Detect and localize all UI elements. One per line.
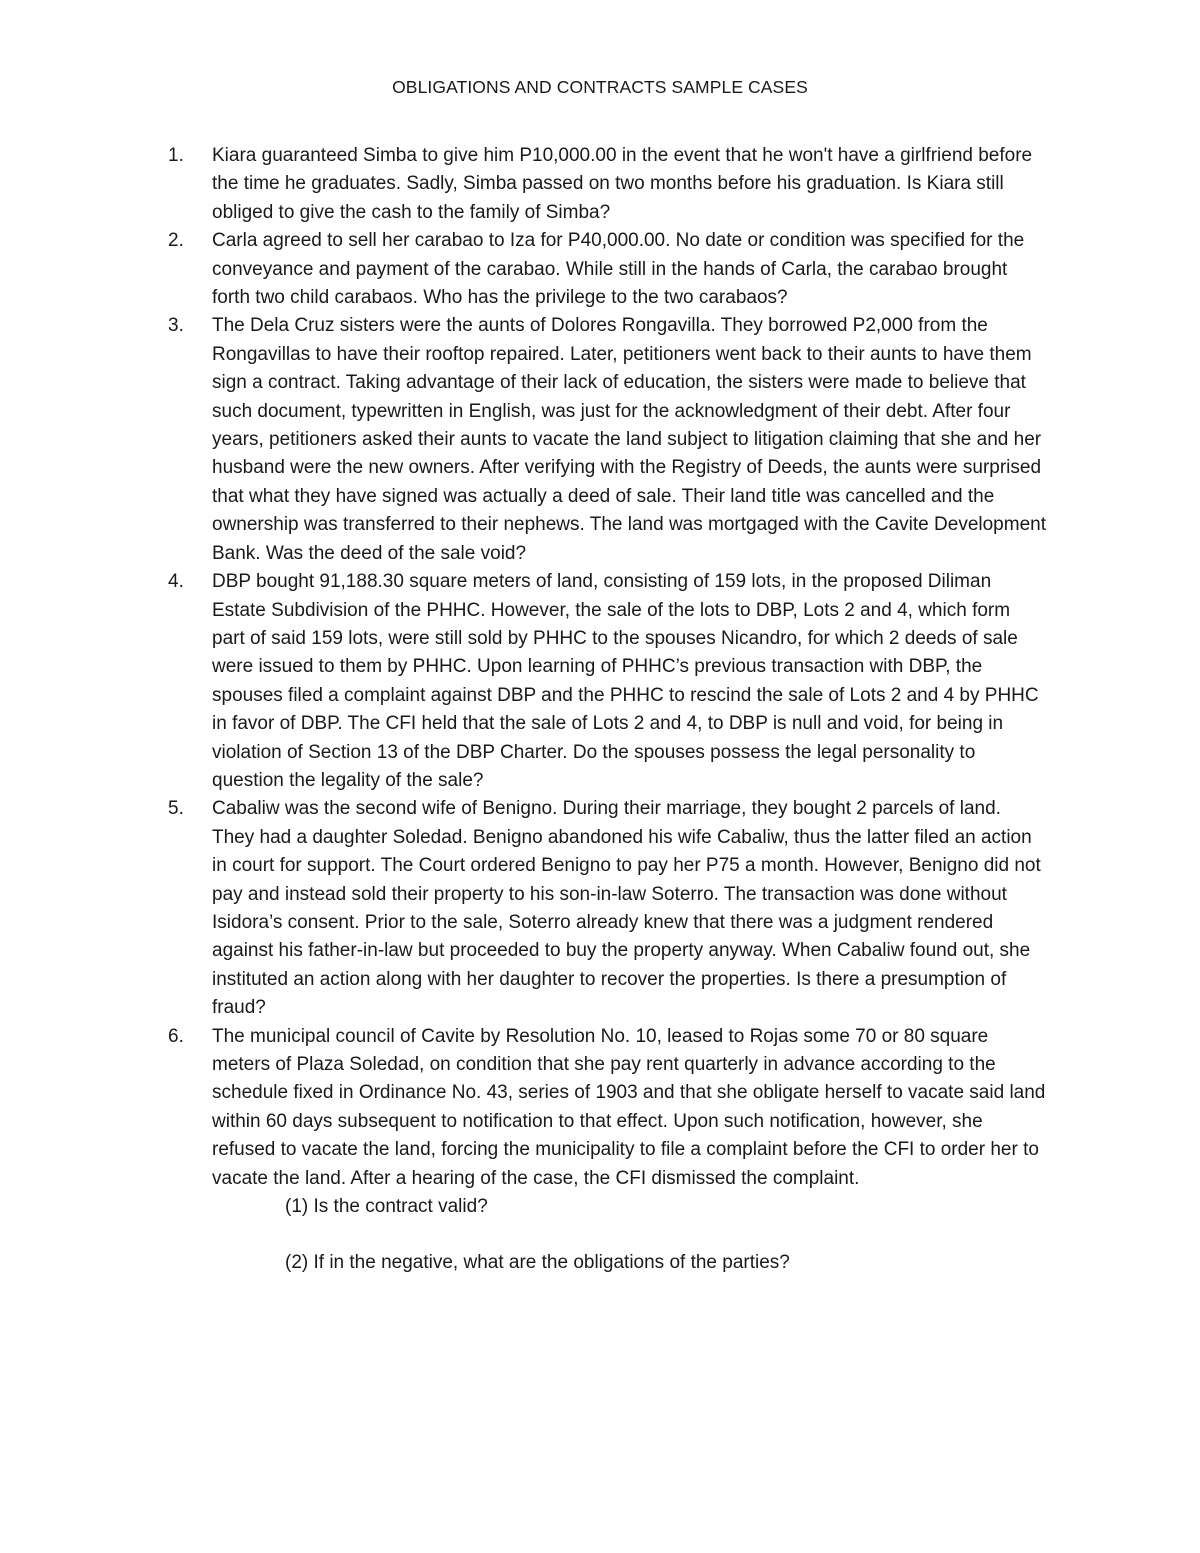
case-item-1 <box>168 142 1048 227</box>
case-questions <box>212 1193 1048 1278</box>
case-text: The Dela Cruz sisters were the aunts of Dolores Rongavilla. They borrowed P2,000 from the Rongavillas to have their rooftop repaired. Later, petitioners went back to their aunts to have them sign a contract. Taking advantage of their lack of education, the sisters were made to believe that such document, typewritten in English, was just for the acknowledgment of their debt. After four years, petitioners asked their aunts to vacate the land subject to litigation claiming that she and her husband were the new owners. After verifying with the Registry of Deeds, the aunts were surprised that what they have signed was actually a deed of sale. Their land title was cancelled and the ownership was transferred to their nephews. The land was mortgaged with the Cavite Development Bank. Was the deed of the sale void? <box>212 315 1046 564</box>
case-item-6 <box>168 1023 1048 1278</box>
case-item-3 <box>168 312 1048 568</box>
case-list <box>168 142 1048 1278</box>
case-item-2 <box>168 227 1048 312</box>
document-title: OBLIGATIONS AND CONTRACTS SAMPLE CASES <box>392 77 808 97</box>
case-number: 1. <box>168 145 184 166</box>
case-item-5 <box>168 795 1048 1022</box>
case-number: 3. <box>168 315 184 337</box>
case-number: 2. <box>168 230 184 252</box>
case-text: Kiara guaranteed Simba to give him P10,000.00 in the event that he won't have a girlfriend before the time he graduates. Sadly, Simba passed on two months before his graduation. Is Kiara still obliged to give the cash to the family of Simba? <box>212 145 1033 223</box>
question-2: (2) If in the negative, what are the obligations of the parties? <box>285 1252 790 1274</box>
case-text: DBP bought 91,188.30 square meters of land, consisting of 159 lots, in the proposed Diliman Estate Subdivision of the PHHC. However, the sale of the lots to DBP, Lots 2 and 4, which form part of said 159 lots, were still sold by PHHC to the spouses Nicandro, for which 2 deeds of sale were issued to them by PHHC. Upon learning of PHHC’s previous transaction with DBP, the spouses filed a complaint against DBP and the PHHC to rescind the sale of Lots 2 and 4 by PHHC in favor of DBP. The CFI held that the sale of Lots 2 and 4, to DBP is null and void, for being in violation of Section 13 of the DBP Charter. Do the spouses possess the legal personality to question the legality of the sale? <box>212 571 1039 791</box>
question-1: (1) Is the contract valid? <box>285 1196 488 1218</box>
case-text: The municipal council of Cavite by Resolution No. 10, leased to Rojas some 70 or 80 square meters of Plaza Soledad, on condition that she pay rent quarterly in advance according to the schedule fixed in Ordinance No. 43, series of 1903 and that she obligate herself to vacate said land within 60 days subsequent to notification to that effect. Upon such notification, however, she refused to vacate the land, forcing the municipality to file a complaint before the CFI to order her to vacate the land. After a hearing of the case, the CFI dismissed the complaint. <box>212 1025 1046 1189</box>
case-number: 6. <box>168 1025 184 1047</box>
case-item-4 <box>168 568 1048 795</box>
case-number: 4. <box>168 571 184 593</box>
case-text: Carla agreed to sell her carabao to Iza for P40,000.00. No date or condition was specified for the conveyance and payment of the carabao. While still in the hands of Carla, the carabao brought forth two child carabaos. Who has the privilege to the two carabaos? <box>212 230 1025 309</box>
case-text: Cabaliw was the second wife of Benigno. During their marriage, they bought 2 parcels of land. They had a daughter Soledad. Benigno abandoned his wife Cabaliw, thus the latter filed an action in court for support. The Court ordered Benigno to pay her P75 a month. However, Benigno did not pay and instead sold their property to his son-in-law Soterro. The transaction was done without Isidora’s consent. Prior to the sale, Soterro already knew that there was a judgment rendered against his father-in-law but proceeded to buy the property anyway. When Cabaliw found out, she instituted an action along with her daughter to recover the properties. Is there a presumption of fraud? <box>212 798 1041 1019</box>
case-number: 5. <box>168 798 184 820</box>
